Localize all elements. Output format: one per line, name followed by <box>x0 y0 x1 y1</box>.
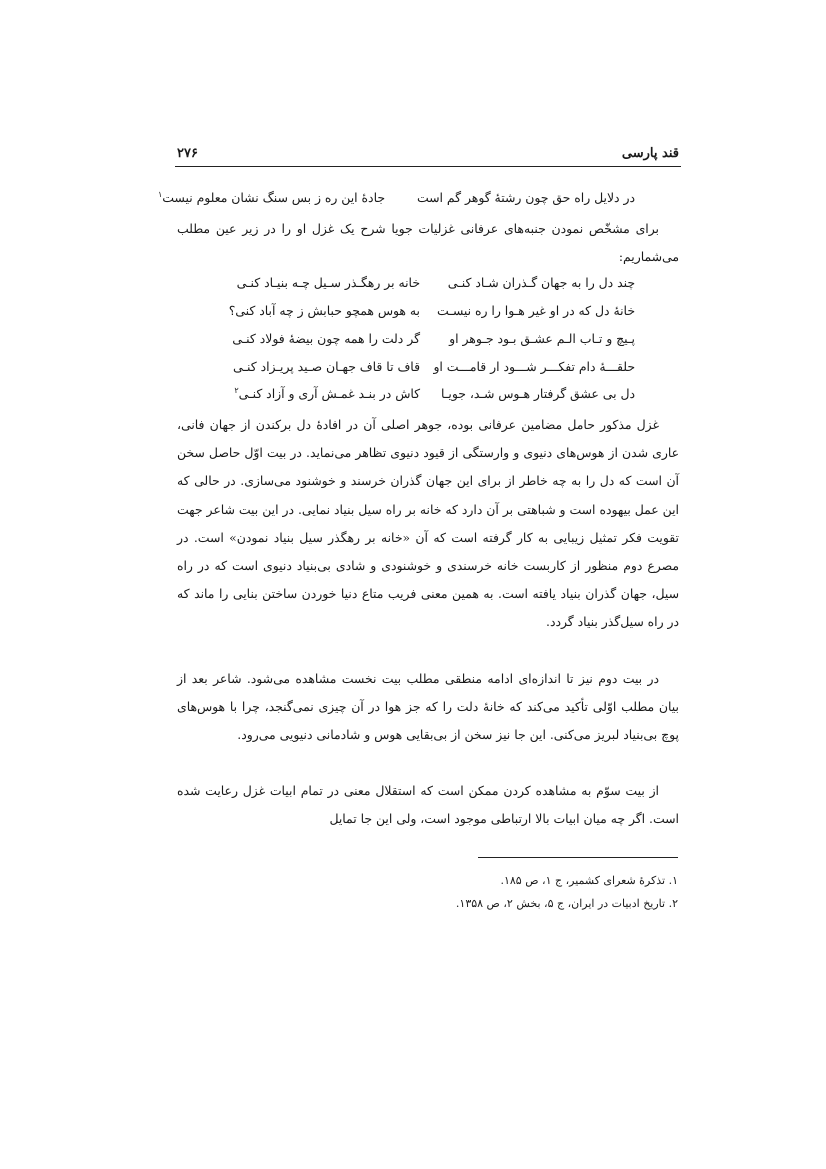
ghazal-verse <box>195 386 635 408</box>
footnote-rule <box>478 857 678 858</box>
body-paragraph: در بیت دوم نیز تا اندازه‌ای ادامه منطقی مطلب بیت نخست مشاهده می‌شود. شاعر بعد از بیان مطلب اوّلی تأکید می‌کند که خانهٔ دلت را که جز هوا در آن چیزی نمی‌گنجد، چرا با هوس‌های پوچ بی‌بنیاد لبریز می‌کنی. این جا نیز سخن از بی‌بقایی هوس و شادمانی دنیویی می‌رود. <box>177 671 679 743</box>
running-header <box>177 146 679 166</box>
verse-first-hemistich: دل بی عشق گرفتار هـوس شـد، جویـا <box>441 386 635 401</box>
ghazal-verse <box>195 303 635 325</box>
body-paragraph: از بیت سوّم به مشاهده کردن ممکن است که استقلال معنی در تمام ابیات غزل رعایت شده است. اگر چه میان ابیات بالا ارتباطی موجود است، ولی این جا تمایل <box>177 783 679 827</box>
verse-second-hemistich: قاف تا قاف جهـان صـید پریـزاد کنـی <box>233 359 420 374</box>
verse-second-hemistich: به هوس همچو حبابش ز چه آباد کنی؟ <box>228 303 420 318</box>
verse-second-hemistich: خانه بر رهگـذر سـیل چـه بنیـاد کنـی <box>236 275 420 290</box>
footnote-marker: ۱ <box>157 190 163 199</box>
running-title: قند پارسی <box>621 146 679 161</box>
verse-second-hemistich: گر دلت را همه چون بیضهٔ فولاد کنـی <box>232 331 420 346</box>
verse-first-hemistich: چند دل را به جهان گـذران شـاد کنـی <box>447 275 635 290</box>
verse-first-hemistich: در دلایل راه حق چون رشتهٔ گوهر گم است <box>416 190 635 205</box>
footnote-marker: ۲ <box>234 386 239 395</box>
verse-second-hemistich: کاش در بنـد غمـش آری و آزاد کنـی$^۲$ <box>234 386 420 402</box>
verse-first-hemistich: پـیچ و تـاب الـم عشـق بـود جـوهر او <box>449 331 635 346</box>
header-rule <box>175 166 681 167</box>
ghazal-verse <box>195 359 635 381</box>
ghazal-verse <box>195 275 635 297</box>
intro-paragraph: برای مشخّص نمودن جنبه‌های عرفانی غزلیات جویا شرح یک غزل او را در زیر عین مطلب می‌شماریم: <box>177 221 679 265</box>
verse-first-hemistich: حلقـــهٔ دام تفکـــر شـــود ار قامـــت او <box>433 359 635 374</box>
verse-first-hemistich: خانهٔ دل که در او غیر هـوا را ره نیسـت <box>437 303 635 318</box>
verse-second-hemistich: جادهٔ این ره ز بس سنگ نشان معلوم نیست$^۱$ <box>157 190 385 206</box>
body-paragraph: غزل مذکور حامل مضامین عرفانی بوده، جوهر اصلی آن در افادهٔ دل برکندن از جهان فانی، عاری شدن از هوس‌های دنیوی و وارستگی از قیود دنیوی تظاهر می‌نماید. در بیت اوّل حاصل سخن آن است که دل را به چه خاطر از برای این جهان گذران خرسند و خوشنود می‌سازی. در حالی که این عمل بیهوده است و شباهتی بر آن دارد که خانه بر راه سیل بنیاد نمایی. در این بیت شاعر جهت تقویت فکر تمثیل زیبایی به کار گرفته است که آن «خانه بر رهگذر سیل بنیاد نمودن» است. در مصرع دوم منظور از کاربست خانه خرسندی و خوشنودی و شادی بی‌بنیاد دنیوی است که در راه سیل، جهان گذران بنیاد یافته است. به همین معنی فریب متاع دنیا خوردن ساختن بنایی را ماند که در راه سیل‌گذر بنیاد گردد. <box>177 417 679 630</box>
opening-verse <box>157 190 635 212</box>
footnote: ۱. تذکرهٔ شعرای کشمیر، ج ۱، ص ۱۸۵. <box>500 874 678 887</box>
ghazal-verse <box>195 331 635 353</box>
footnote: ۲. تاریخ ادبیات در ایران، ج ۵، بخش ۲، ص ۱۳۵۸. <box>455 897 678 910</box>
page-number: ۲۷۶ <box>177 146 198 161</box>
